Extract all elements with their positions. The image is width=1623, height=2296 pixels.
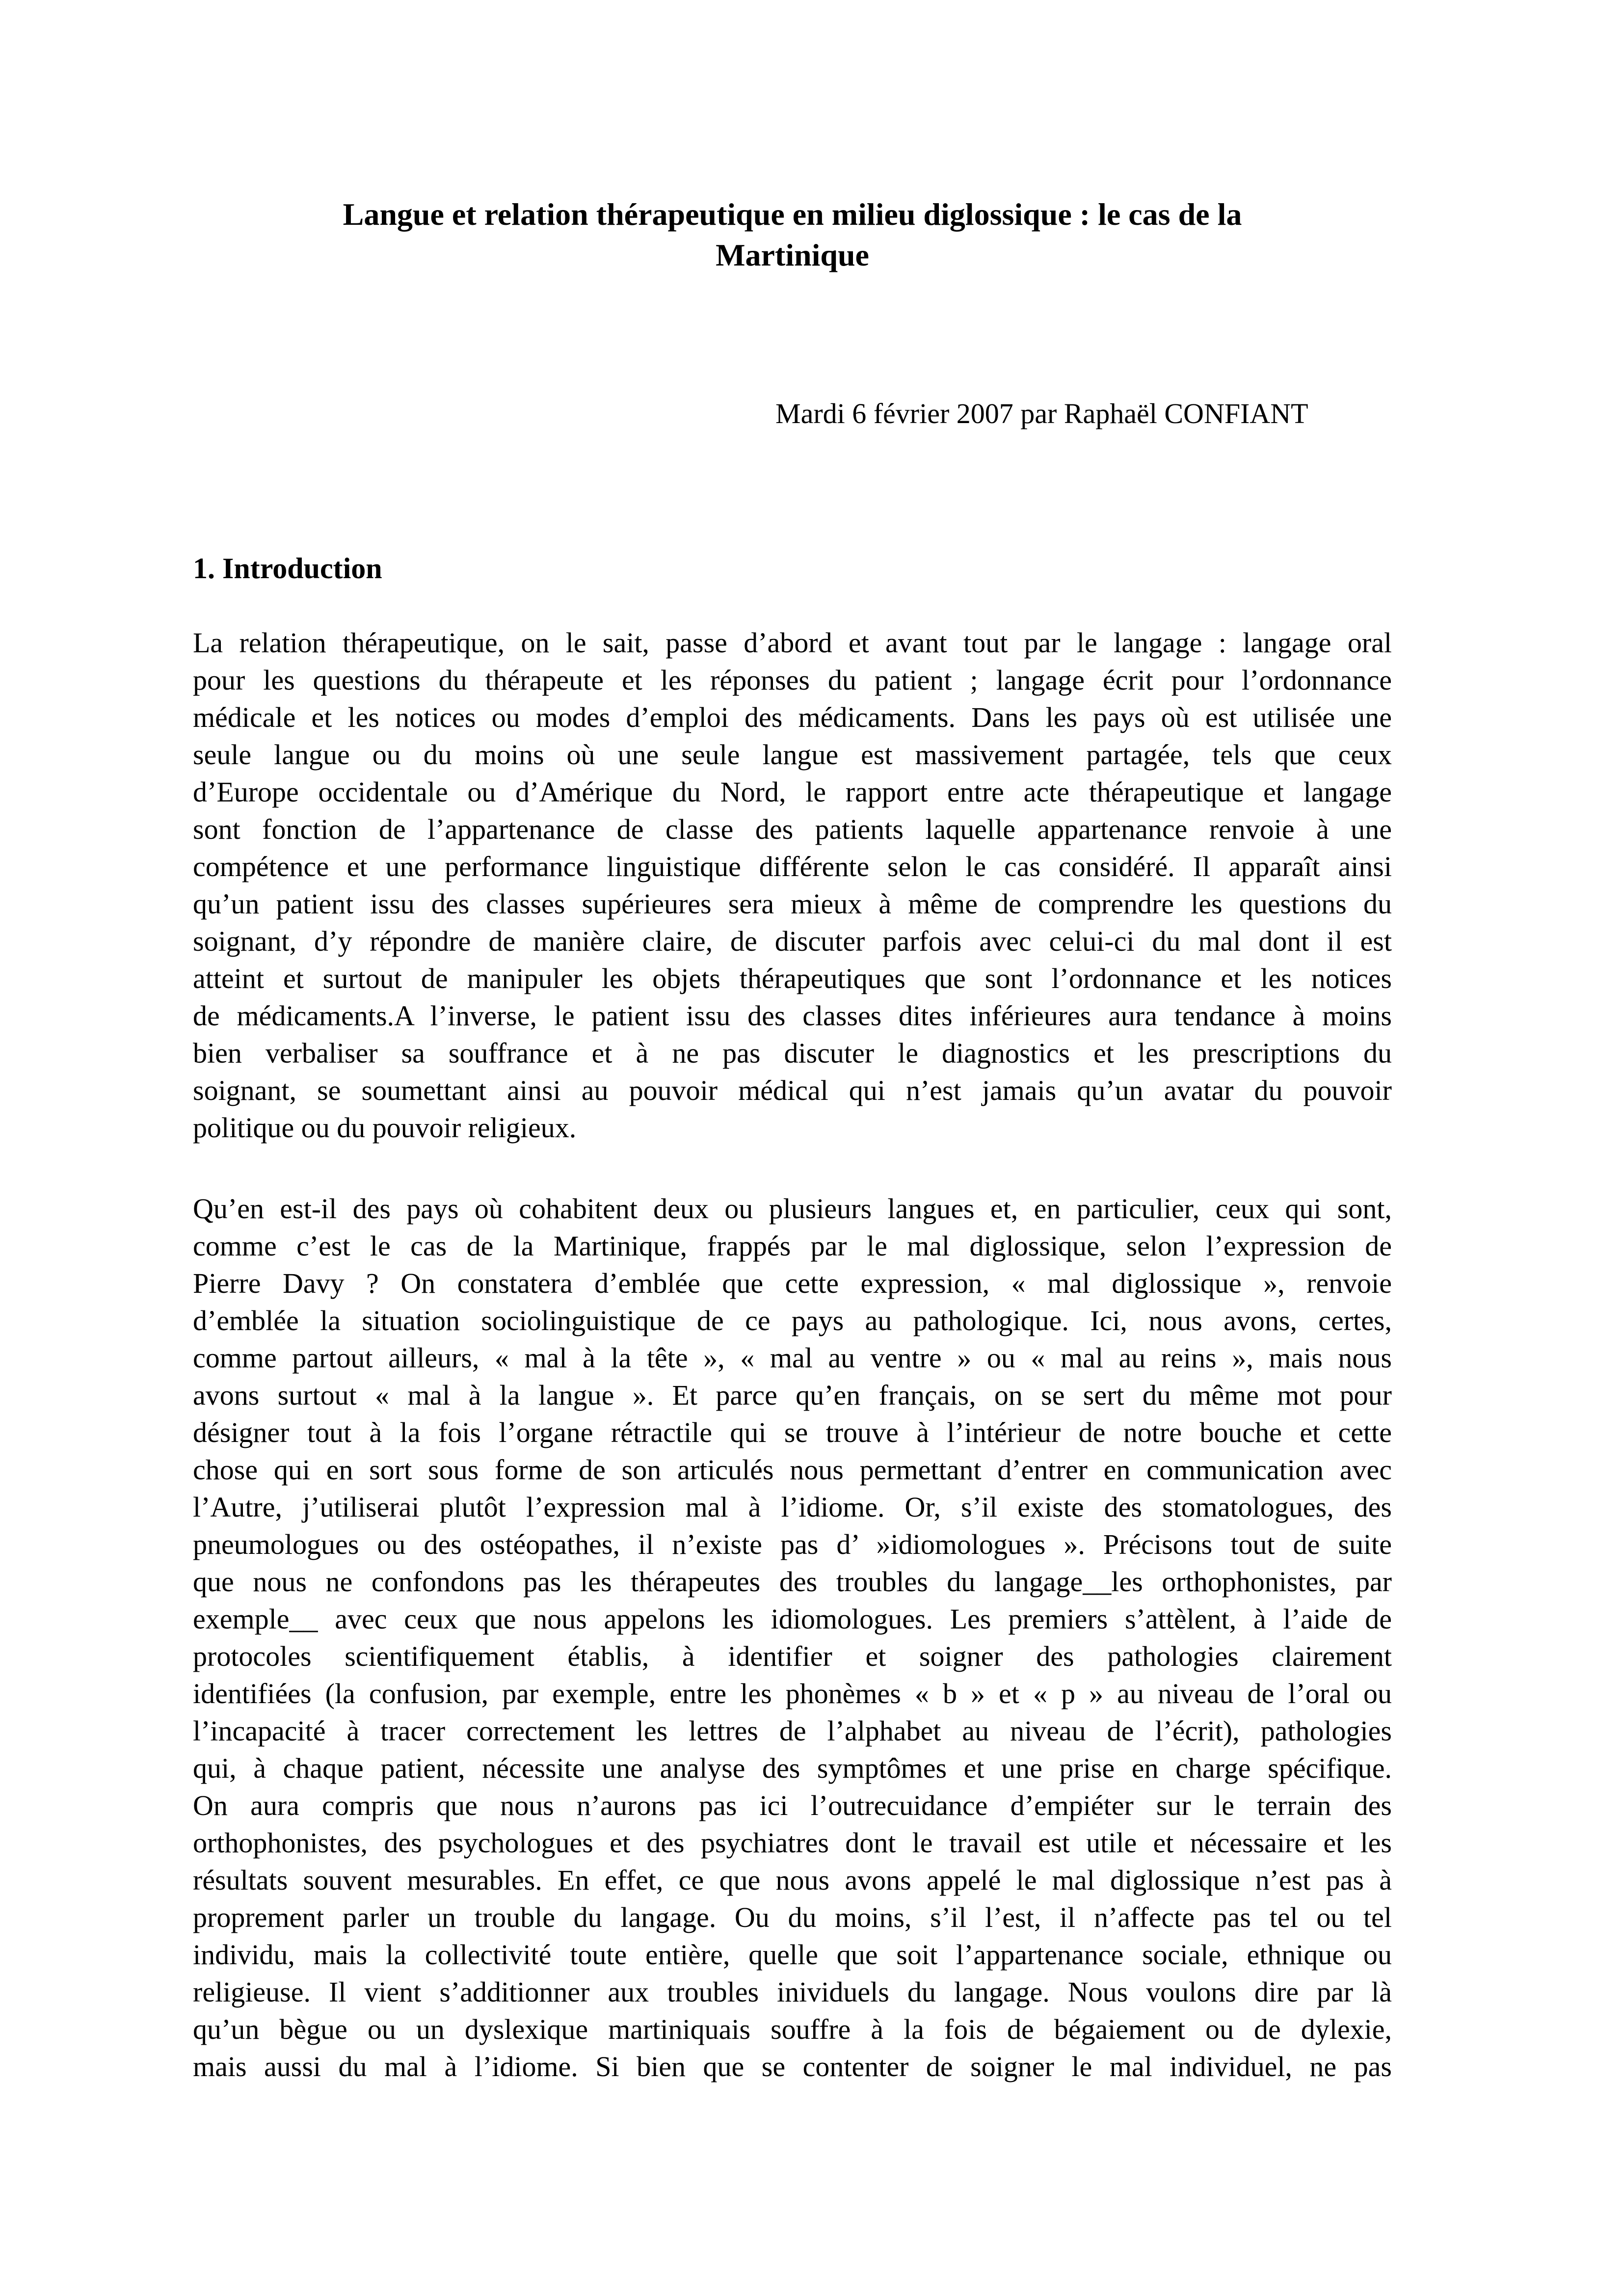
text-line: qu’un patient issu des classes supérieures sera mieux à même de comprendre les questions du xyxy=(193,888,1392,920)
title-line-2: Martinique xyxy=(716,238,869,272)
text-line: sont fonction de l’appartenance de classe des patients laquelle appartenance renvoie à une xyxy=(193,813,1392,845)
text-line: l’incapacité à tracer correctement les lettres de l’alphabet au niveau de l’écrit), pathologies xyxy=(193,1715,1392,1747)
paragraph-1 xyxy=(193,624,1392,1147)
text-line: compétence et une performance linguistique différente selon le cas considéré. Il apparaît ainsi xyxy=(193,851,1392,882)
text-line: soignant, se soumettant ainsi au pouvoir médical qui n’est jamais qu’un avatar du pouvoir xyxy=(193,1074,1392,1106)
text-line: atteint et surtout de manipuler les objets thérapeutiques que sont l’ordonnance et les notices xyxy=(193,962,1392,994)
text-line: pneumologues ou des ostéopathes, il n’existe pas d’ »idiomologues ». Précisons tout de suite xyxy=(193,1528,1392,1560)
text-line: mais aussi du mal à l’idiome. Si bien que se contenter de soigner le mal individuel, ne pas xyxy=(193,2051,1392,2082)
text-line: On aura compris que nous n’aurons pas ici l’outrecuidance d’empiéter sur le terrain des xyxy=(193,1789,1392,1821)
text-line: d’Europe occidentale ou d’Amérique du Nord, le rapport entre acte thérapeutique et langage xyxy=(193,776,1392,808)
text-line: individu, mais la collectivité toute entière, quelle que soit l’appartenance sociale, ethnique ou xyxy=(193,1939,1392,1971)
text-line: comme c’est le cas de la Martinique, frappés par le mal diglossique, selon l’expression de xyxy=(193,1230,1392,1262)
text-line: désigner tout à la fois l’organe rétractile qui se trouve à l’intérieur de notre bouche et cette xyxy=(193,1416,1392,1448)
text-line: Qu’en est-il des pays où cohabitent deux ou plusieurs langues et, en particulier, ceux qui sont, xyxy=(193,1193,1392,1225)
text-line: proprement parler un trouble du langage. Ou du moins, s’il l’est, il n’affecte pas tel ou tel xyxy=(193,1901,1392,1933)
paragraph-2 xyxy=(193,1190,1392,2085)
title-line-1: Langue et relation thérapeutique en milieu diglossique : le cas de la xyxy=(343,197,1242,232)
text-line: identifiées (la confusion, par exemple, entre les phonèmes « b » et « p » au niveau de l’oral ou xyxy=(193,1678,1392,1709)
text-line: soignant, d’y répondre de manière claire, de discuter parfois avec celui-ci du mal dont il est xyxy=(193,925,1392,957)
text-line: qu’un bègue ou un dyslexique martiniquais souffre à la fois de bégaiement ou de dylexie, xyxy=(193,2013,1392,2045)
text-line: résultats souvent mesurables. En effet, ce que nous avons appelé le mal diglossique n’est pas à xyxy=(193,1864,1392,1896)
text-line: protocoles scientifiquement établis, à identifier et soigner des pathologies clairement xyxy=(193,1640,1392,1672)
text-line: qui, à chaque patient, nécessite une analyse des symptômes et une prise en charge spécifique. xyxy=(193,1752,1392,1784)
text-line: Pierre Davy ? On constatera d’emblée que cette expression, « mal diglossique », renvoie xyxy=(193,1267,1392,1299)
text-line: seule langue ou du moins où une seule langue est massivement partagée, tels que ceux xyxy=(193,739,1392,771)
text-line: comme partout ailleurs, « mal à la tête », « mal au ventre » ou « mal au reins », mais nous xyxy=(193,1342,1392,1374)
text-line: chose qui en sort sous forme de son articulés nous permettant d’entrer en communication avec xyxy=(193,1454,1392,1486)
text-line: bien verbaliser sa souffrance et à ne pas discuter le diagnostics et les prescriptions du xyxy=(193,1037,1392,1069)
text-line: politique ou du pouvoir religieux. xyxy=(193,1112,577,1144)
text-line: exemple__ avec ceux que nous appelons les idiomologues. Les premiers s’attèlent, à l’aide de xyxy=(193,1603,1392,1635)
document-title xyxy=(193,194,1392,275)
text-line: l’Autre, j’utiliserai plutôt l’expression mal à l’idiome. Or, s’il existe des stomatologues, des xyxy=(193,1491,1392,1523)
text-line: que nous ne confondons pas les thérapeutes des troubles du langage__les orthophonistes, par xyxy=(193,1566,1392,1598)
text-line: de médicaments.A l’inverse, le patient issu des classes dites inférieures aura tendance à moins xyxy=(193,1000,1392,1032)
text-line: d’emblée la situation sociolinguistique de ce pays au pathologique. Ici, nous avons, certes, xyxy=(193,1305,1392,1336)
text-line: avons surtout « mal à la langue ». Et parce qu’en français, on se sert du même mot pour xyxy=(193,1379,1392,1411)
text-line: religieuse. Il vient s’additionner aux troubles inividuels du langage. Nous voulons dire par là xyxy=(193,1976,1392,2008)
text-line: médicale et les notices ou modes d’emploi des médicaments. Dans les pays où est utilisée une xyxy=(193,701,1392,733)
text-line: pour les questions du thérapeute et les réponses du patient ; langage écrit pour l’ordonnance xyxy=(193,664,1392,696)
byline: Mardi 6 février 2007 par Raphaël CONFIANT xyxy=(775,398,1308,429)
section-heading: 1. Introduction xyxy=(193,552,382,585)
text-line: orthophonistes, des psychologues et des psychiatres dont le travail est utile et nécessaire et les xyxy=(193,1827,1392,1859)
text-line: La relation thérapeutique, on le sait, passe d’abord et avant tout par le langage : langage oral xyxy=(193,627,1392,659)
